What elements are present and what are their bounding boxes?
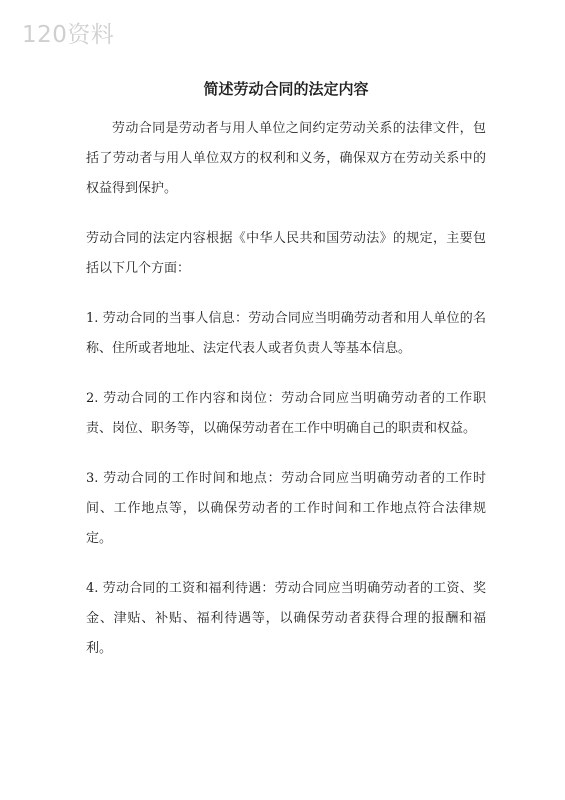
document-page — [86, 78, 486, 684]
paragraph-item-1: 1. 劳动合同的当事人信息：劳动合同应当明确劳动者和用人单位的名称、住所或者地址、法定代表人或者负责人等基本信息。 — [86, 311, 486, 356]
paragraph-intro: 劳动合同是劳动者与用人单位之间约定劳动关系的法律文件，包括了劳动者与用人单位双方的权利和义务，确保双方在劳动关系中的权益得到保护。 — [86, 121, 486, 196]
paragraph-item-3: 3. 劳动合同的工作时间和地点：劳动合同应当明确劳动者的工作时间、工作地点等，以确保劳动者的工作时间和工作地点符合法律规定。 — [86, 471, 486, 546]
paragraph-lead: 劳动合同的法定内容根据《中华人民共和国劳动法》的规定，主要包括以下几个方面： — [86, 231, 486, 276]
paragraph-item-4: 4. 劳动合同的工资和福利待遇：劳动合同应当明确劳动者的工资、奖金、津贴、补贴、福利待遇等，以确保劳动者获得合理的报酬和福利。 — [86, 581, 486, 656]
watermark-logo: 120资料 — [22, 22, 115, 48]
document-title: 简述劳动合同的法定内容 — [203, 80, 369, 98]
paragraph-item-2: 2. 劳动合同的工作内容和岗位：劳动合同应当明确劳动者的工作职责、岗位、职务等，以确保劳动者在工作中明确自己的职责和权益。 — [86, 391, 486, 436]
